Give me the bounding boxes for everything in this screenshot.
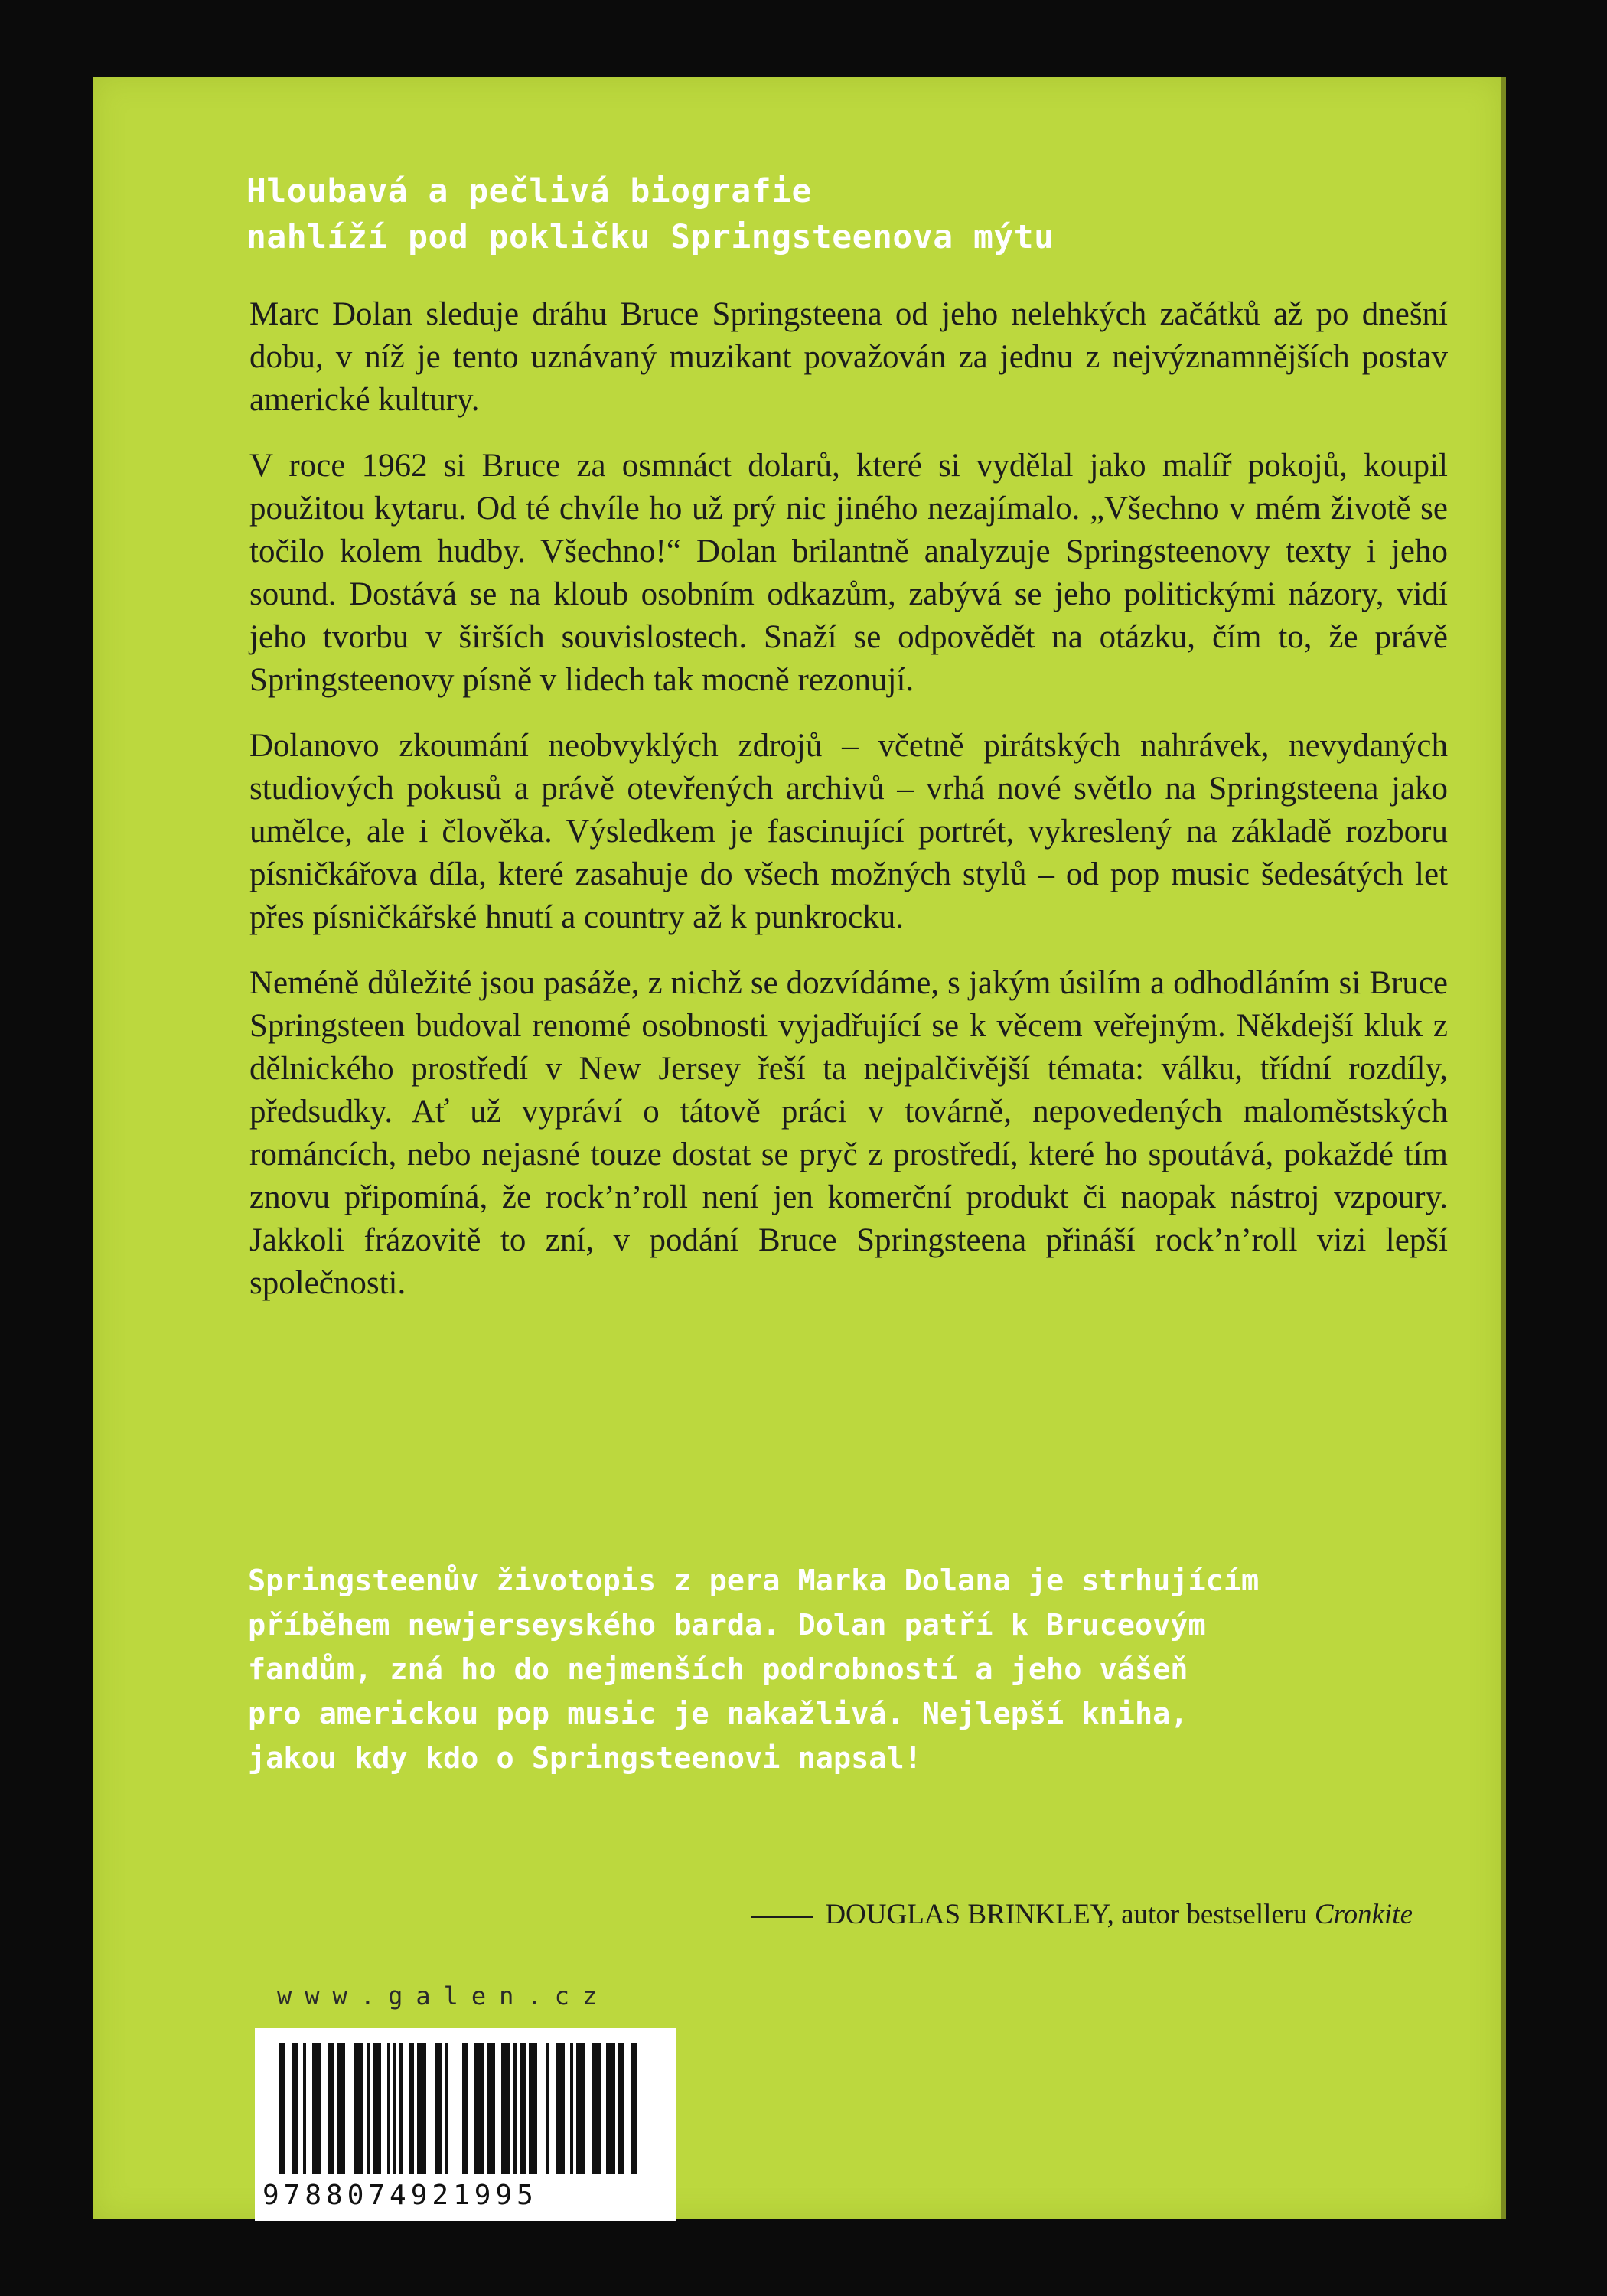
quote-attribution [751, 1898, 1413, 1931]
quote-line-1: Springsteenův životopis z pera Marka Dolana je strhujícím [248, 1564, 1260, 1598]
endorsement-quote [248, 1559, 1472, 1781]
cover-edge [1501, 77, 1506, 2219]
blurb-paragraph-2: V roce 1962 si Bruce za osmnáct dolarů, které si vydělal jako malíř pokojů, koupil použitou kytaru. Od té chvíle ho už prý nic jiného nezajímalo. „Všechno v mém životě se točilo kolem hudby. Všechno!“ Dolan brilantně analyzuje Springsteenovy texty i jeho sound. Dostává se na kloub osobním odkazům, zabývá se jeho politickými názory, vidí jeho tvorbu v širších souvislostech. Snaží se odpovědět na otázku, čím to, že právě Springsteenovy písně v lidech tak mocně rezonují. [249, 448, 1448, 698]
attribution-author: DOUGLAS BRINKLEY, autor bestselleru [825, 1899, 1308, 1930]
blurb-paragraph-4: Neméně důležité jsou pasáže, z nichž se dozvídáme, s jakým úsilím a odhodláním si Bruce Springsteen budoval renomé osobnosti vyjadřující se k věcem veřejným. Někdejší kluk z dělnického prostředí v New Jersey řeší ta nejpalčivější témata: válku, třídní rozdíly, předsudky. Ať už vypráví o tátově práci v továrně, nepovedených maloměstských románcích, nebo nejasné touze dostat se pryč z prostředí, které ho spoutává, pokaždé tím znovu připomíná, že rock’n’roll není jen komerční produkt či naopak nástroj vzpoury. Jakkoli frázovitě to zní, v podání Bruce Springsteena přináší rock’n’roll vizi lepší společnosti. [249, 965, 1448, 1301]
quote-line-4: pro americkou pop music je nakažlivá. Nejlepší kniha, [248, 1697, 1188, 1731]
barcode-bars [279, 2043, 643, 2174]
quote-line-3: fandům, zná ho do nejmenších podrobností a jeho vášeň [248, 1652, 1188, 1687]
quote-line-2: příběhem newjerseyského barda. Dolan patří k Bruceovým [248, 1608, 1206, 1642]
blurb-paragraph-1: Marc Dolan sleduje dráhu Bruce Springsteena od jeho nelehkých začátků až po dnešní dobu, v níž je tento uznávaný muzikant považován za jednu z nejvýznamnějších postav americké kultury. [249, 296, 1448, 418]
isbn-barcode [255, 2028, 676, 2221]
book-back-cover [93, 77, 1501, 2219]
em-dash [751, 1916, 813, 1918]
attribution-book-title: Cronkite [1314, 1899, 1413, 1930]
isbn-digits: 9788074921995 [262, 2180, 538, 2211]
blurb-paragraph-3: Dolanovo zkoumání neobvyklých zdrojů – včetně pirátských nahrávek, nevydaných studiových pokusů a právě otevřených archivů – vrhá nové světlo na Springsteena jako umělce, ale i člověka. Výsledkem je fascinující portrét, vykreslený na základě rozboru písničkářova díla, které zasahuje do všech možných stylů – od pop music šedesátých let přes písničkářské hnutí a country až k punkrocku. [249, 728, 1448, 935]
cover-heading [246, 168, 1394, 260]
heading-line-1: Hloubavá a pečlivá biografie [246, 172, 812, 210]
blurb-body [249, 293, 1448, 1328]
publisher-website[interactable]: www.galen.cz [277, 1981, 611, 2011]
heading-line-2: nahlíží pod pokličku Springsteenova mýtu [246, 218, 1054, 256]
quote-line-5: jakou kdy kdo o Springsteenovi napsal! [248, 1741, 922, 1776]
